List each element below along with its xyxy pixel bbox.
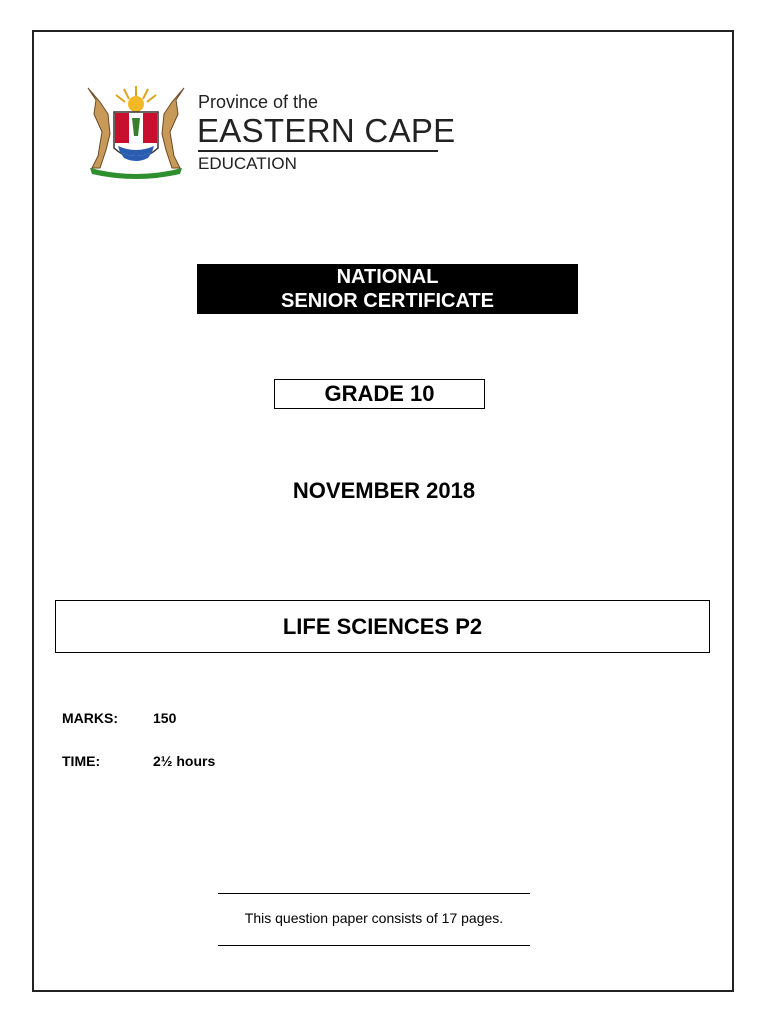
certificate-line-1: NATIONAL xyxy=(336,266,439,288)
page-count-note: This question paper consists of 17 pages. xyxy=(244,910,504,926)
time-label: TIME: xyxy=(62,753,101,769)
logo-eastern-cape-text: EASTERN CAPE xyxy=(197,112,456,149)
exam-date: NOVEMBER 2018 xyxy=(292,478,476,503)
marks-label: MARKS: xyxy=(62,710,118,726)
marks-value: 150 xyxy=(153,710,177,726)
footer-divider-top xyxy=(218,893,530,894)
footer-divider-bottom xyxy=(218,945,530,946)
time-value: 2½ hours xyxy=(153,753,216,769)
certificate-line-2: SENIOR CERTIFICATE xyxy=(281,290,494,312)
logo-divider xyxy=(198,150,438,152)
grade-box: GRADE 10 xyxy=(274,379,485,409)
logo-province-text: Province of the xyxy=(198,92,319,112)
coat-of-arms-icon xyxy=(80,84,192,180)
certificate-banner xyxy=(197,264,578,314)
logo-education-text: EDUCATION xyxy=(198,154,297,173)
department-logo xyxy=(80,84,456,180)
subject-box: LIFE SCIENCES P2 xyxy=(55,600,710,653)
